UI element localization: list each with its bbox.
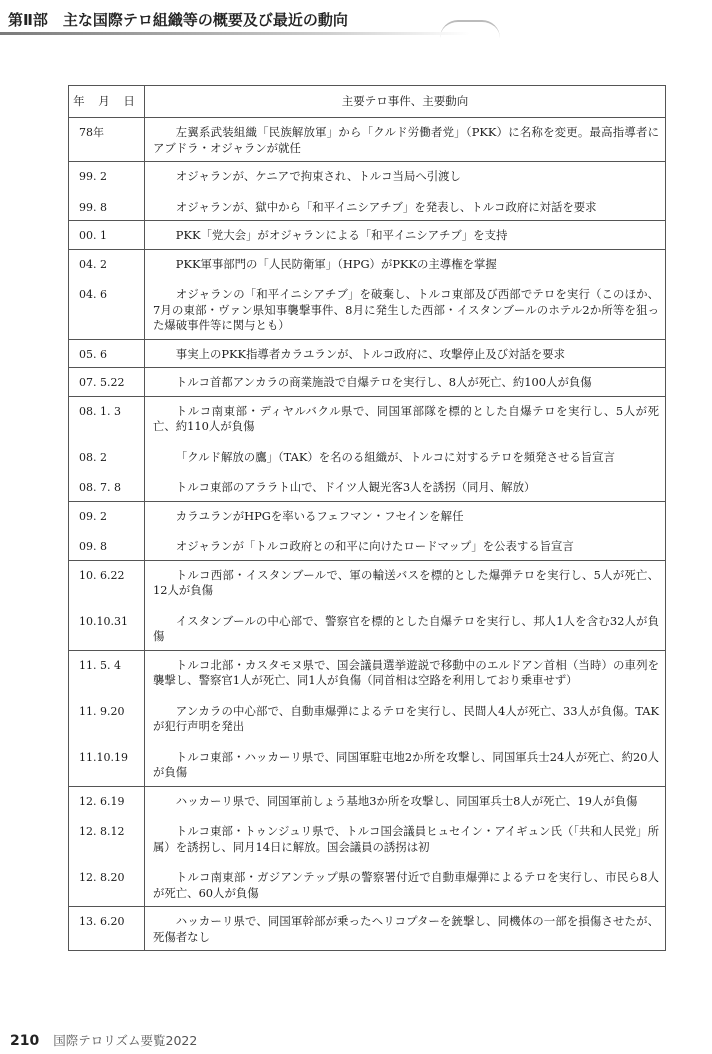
event-date: 11. 9.20: [69, 698, 145, 744]
page-number: 210: [10, 1033, 40, 1049]
event-description: イスタンブールの中心部で、警察官を標的とした自爆テロを実行し、邦人1人を含む32人が負傷: [145, 608, 666, 651]
table-row: [69, 818, 666, 864]
event-date: 10.10.31: [69, 608, 145, 651]
column-header-event: 主要テロ事件、主要動向: [145, 86, 666, 118]
event-date: 12. 8.20: [69, 864, 145, 907]
header-bar: [0, 6, 470, 32]
table-row: [69, 744, 666, 787]
table-row: [69, 249, 666, 281]
event-description: オジャランの「和平イニシアチブ」を破棄し、トルコ東部及び西部でテロを実行（このほか、7月の東部・ヴァン県知事襲撃事件、8月に発生した西部・イスタンブールのホテル2か所等を狙った爆破事件等に関与とも）: [145, 281, 666, 339]
event-date: 11. 5. 4: [69, 650, 145, 698]
column-header-date: 年 月 日: [69, 86, 145, 118]
event-date: 78年: [69, 118, 145, 162]
event-date: 08. 7. 8: [69, 474, 145, 501]
event-date: 09. 2: [69, 501, 145, 533]
table-row: [69, 474, 666, 501]
table-row: [69, 560, 666, 608]
table-row: [69, 118, 666, 162]
event-description: 事実上のPKK指導者カラユランが、トルコ政府に、攻撃停止及び対話を要求: [145, 339, 666, 368]
event-date: 99. 8: [69, 194, 145, 221]
event-description: カラユランがHPGを率いるフェフマン・フセインを解任: [145, 501, 666, 533]
event-description: 左翼系武装組織「民族解放軍」から「クルド労働者党」（PKK）に名称を変更。最高指導者にアブドラ・オジャランが就任: [145, 118, 666, 162]
table-row: [69, 339, 666, 368]
event-date: 10. 6.22: [69, 560, 145, 608]
table-row: [69, 221, 666, 250]
event-description: トルコ南東部・ガジアンテップ県の警察署付近で自動車爆弾によるテロを実行し、市民ら8人が死亡、60人が負傷: [145, 864, 666, 907]
event-date: 07. 5.22: [69, 368, 145, 397]
events-table-body: [69, 118, 666, 951]
page-section-title: 第Ⅱ部 主な国際テロ組織等の概要及び最近の動向: [8, 10, 348, 29]
event-description: トルコ北部・カスタモヌ県で、国会議員選挙遊説で移動中のエルドアン首相（当時）の車列を襲撃し、警察官1人が死亡、同1人が負傷（同首相は空路を利用しており乗車せず）: [145, 650, 666, 698]
table-row: [69, 162, 666, 194]
event-description: PKK軍事部門の「人民防衛軍」（HPG）がPKKの主導権を掌握: [145, 249, 666, 281]
event-description: ハッカーリ県で、同国軍幹部が乗ったヘリコプターを銃撃し、同機体の一部を損傷させたが、死傷者なし: [145, 907, 666, 951]
event-description: トルコ西部・イスタンブールで、軍の輸送バスを標的とした爆弾テロを実行し、5人が死亡、12人が負傷: [145, 560, 666, 608]
table-row: [69, 396, 666, 444]
table-row: [69, 444, 666, 475]
table-row: [69, 650, 666, 698]
table-row: [69, 907, 666, 951]
event-date: 09. 8: [69, 533, 145, 560]
event-description: ハッカーリ県で、同国軍前しょう基地3か所を攻撃し、同国軍兵士8人が死亡、19人が負傷: [145, 786, 666, 818]
table-row: [69, 864, 666, 907]
event-description: オジャランが、獄中から「和平イニシアチブ」を発表し、トルコ政府に対話を要求: [145, 194, 666, 221]
table-row: [69, 698, 666, 744]
book-title: 国際テロリズム要覧2022: [53, 1033, 198, 1048]
table-row: [69, 281, 666, 339]
event-description: 「クルド解放の鷹」（TAK）を名のる組織が、トルコに対するテロを頻発させる旨宣言: [145, 444, 666, 475]
event-date: 13. 6.20: [69, 907, 145, 951]
table-row: [69, 608, 666, 651]
event-date: 12. 8.12: [69, 818, 145, 864]
header-rule: [0, 32, 470, 35]
event-description: トルコ東部・ハッカーリ県で、同国軍駐屯地2か所を攻撃し、同国軍兵士24人が死亡、約20人が負傷: [145, 744, 666, 787]
event-date: 99. 2: [69, 162, 145, 194]
event-date: 04. 2: [69, 249, 145, 281]
header-swoosh-decoration: [440, 20, 500, 38]
event-date: 12. 6.19: [69, 786, 145, 818]
table-row: [69, 194, 666, 221]
event-description: PKK「党大会」がオジャランによる「和平イニシアチブ」を支持: [145, 221, 666, 250]
event-date: 08. 1. 3: [69, 396, 145, 444]
event-date: 08. 2: [69, 444, 145, 475]
page-footer: [10, 1031, 197, 1049]
table-row: [69, 501, 666, 533]
event-description: アンカラの中心部で、自動車爆弾によるテロを実行し、民間人4人が死亡、33人が負傷。TAKが犯行声明を発出: [145, 698, 666, 744]
events-table: [68, 85, 666, 951]
table-row: [69, 786, 666, 818]
table-row: [69, 368, 666, 397]
table-row: [69, 533, 666, 560]
event-description: トルコ首都アンカラの商業施設で自爆テロを実行し、8人が死亡、約100人が負傷: [145, 368, 666, 397]
event-description: オジャランが、ケニアで拘束され、トルコ当局へ引渡し: [145, 162, 666, 194]
table-header-row: [69, 86, 666, 118]
event-date: 04. 6: [69, 281, 145, 339]
event-description: トルコ東部のアララト山で、ドイツ人観光客3人を誘拐（同月、解放）: [145, 474, 666, 501]
event-date: 11.10.19: [69, 744, 145, 787]
event-description: トルコ南東部・ディヤルバクル県で、同国軍部隊を標的とした自爆テロを実行し、5人が死亡、約110人が負傷: [145, 396, 666, 444]
event-date: 05. 6: [69, 339, 145, 368]
event-date: 00. 1: [69, 221, 145, 250]
event-description: オジャランが「トルコ政府との和平に向けたロードマップ」を公表する旨宣言: [145, 533, 666, 560]
event-description: トルコ東部・トゥンジュリ県で、トルコ国会議員ヒュセイン・アイギュン氏（「共和人民党」所属）を誘拐し、同月14日に解放。国会議員の誘拐は初: [145, 818, 666, 864]
